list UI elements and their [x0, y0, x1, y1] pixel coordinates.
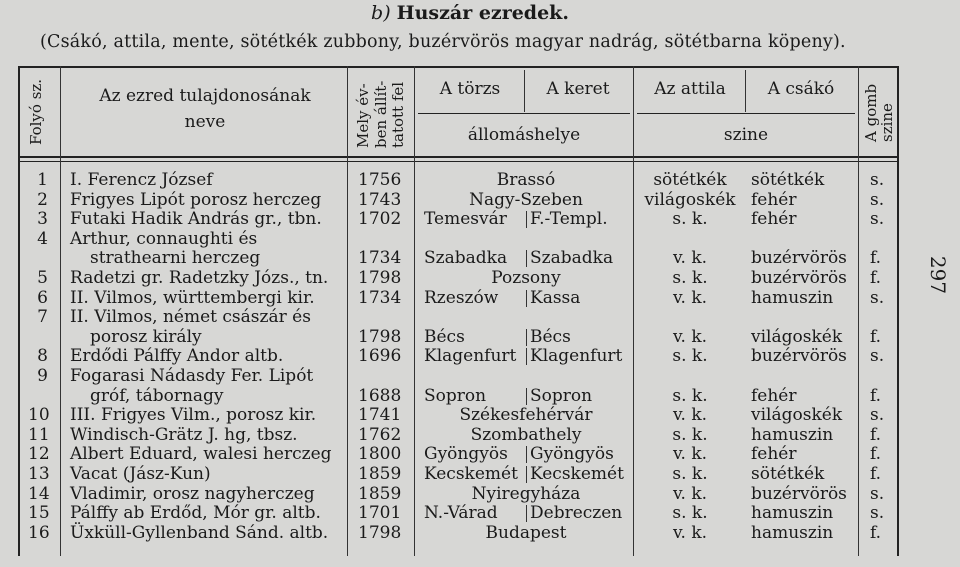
attila-color: v. k.	[672, 248, 708, 269]
attila-color: s. k.	[672, 464, 708, 484]
row-number: 11	[28, 424, 50, 445]
owner-name: I. Ferencz József	[70, 170, 213, 190]
button-color: f.	[870, 268, 882, 288]
garrison-torzs: Szabadka	[424, 248, 508, 269]
garrison-keret: Bécs	[530, 326, 571, 347]
attila-color: s. k.	[672, 424, 708, 445]
csako-color: fehér	[751, 189, 797, 210]
row-number: 8	[37, 346, 48, 367]
csako-color: világoskék	[751, 405, 843, 426]
header-torzs: A törzs	[439, 79, 501, 99]
csako-color: buzérvörös	[751, 248, 847, 269]
attila-color: v. k.	[672, 522, 708, 543]
button-color: s.	[870, 346, 885, 367]
col-divider	[745, 70, 746, 112]
garrison-merged: Budapest	[485, 522, 567, 543]
section-label: b)	[371, 2, 391, 24]
header-szine: szine	[723, 125, 769, 145]
header-year-line2: ben állít-	[372, 80, 390, 148]
cell-divider	[526, 388, 527, 405]
garrison-torzs: Gyöngyös	[424, 444, 508, 465]
garrison-merged: Székesfehérvár	[459, 405, 593, 426]
garrison-torzs: Kecskemét	[424, 464, 518, 484]
owner-name: Futaki Hadik András gr., tbn.	[70, 209, 322, 230]
garrison-merged: Nyiregyháza	[471, 483, 581, 504]
attila-color: sötétkék	[653, 170, 727, 190]
header-year-line1: Mely év-	[354, 83, 372, 148]
attila-color: s. k.	[672, 268, 708, 288]
col-divider	[414, 66, 415, 556]
header-name-line2: neve	[184, 112, 226, 132]
col-divider	[60, 66, 61, 556]
button-color: f.	[870, 464, 882, 484]
cell-divider	[526, 446, 527, 463]
header-attila: Az attila	[654, 79, 726, 99]
attila-color: s. k.	[672, 503, 708, 524]
garrison-keret: F.-Templ.	[530, 209, 608, 230]
col-divider	[858, 66, 859, 556]
header-sub-rule	[418, 113, 630, 114]
owner-name: II. Vilmos, württembergi kir.	[70, 287, 315, 308]
csako-color: fehér	[751, 385, 797, 406]
csako-color: fehér	[751, 444, 797, 465]
attila-color: v. k.	[672, 405, 708, 426]
garrison-torzs: Temesvár	[424, 209, 507, 230]
founded-year: 1701	[358, 503, 402, 524]
founded-year: 1734	[358, 248, 402, 269]
header-csako: A csákó	[767, 79, 835, 99]
garrison-keret: Kassa	[530, 287, 581, 308]
button-color: f.	[870, 385, 882, 406]
cell-divider	[526, 466, 527, 483]
founded-year: 1756	[358, 170, 402, 190]
cell-divider	[526, 348, 527, 365]
header-double-rule	[18, 161, 898, 162]
garrison-torzs: Sopron	[424, 385, 487, 406]
cell-divider	[526, 250, 527, 267]
header-sub-rule	[637, 113, 855, 114]
csako-color: hamuszin	[751, 287, 834, 308]
row-number: 9	[37, 366, 48, 386]
button-color: s.	[870, 483, 885, 504]
header-allomashelye: állomáshelye	[467, 125, 581, 145]
attila-color: világoskék	[644, 189, 736, 210]
button-color: f.	[870, 326, 882, 347]
owner-name: Pálffy ab Erdőd, Mór gr. altb.	[70, 503, 321, 524]
button-color: f.	[870, 522, 882, 543]
garrison-torzs: N.-Várad	[424, 503, 498, 524]
owner-name: Vacat (Jász-Kun)	[70, 464, 211, 484]
csako-color: fehér	[751, 209, 797, 230]
owner-name: Erdődi Pálffy Andor altb.	[70, 346, 284, 367]
garrison-merged: Brassó	[496, 170, 556, 190]
owner-name: Frigyes Lipót porosz herczeg	[70, 189, 322, 210]
header-name-line1: Az ezred tulajdonosának	[99, 86, 311, 106]
csako-color: hamuszin	[751, 522, 834, 543]
attila-color: v. k.	[672, 287, 708, 308]
csako-color: buzérvörös	[751, 268, 847, 288]
founded-year: 1741	[358, 405, 402, 426]
owner-name: Radetzi gr. Radetzky Józs., tn.	[70, 268, 329, 288]
founded-year: 1798	[358, 268, 402, 288]
row-number: 14	[28, 483, 50, 504]
title-text: Huszár ezredek.	[396, 2, 569, 24]
row-number: 2	[37, 189, 48, 210]
button-color: s.	[870, 287, 885, 308]
row-number: 7	[37, 307, 48, 328]
row-number: 4	[37, 228, 48, 249]
cell-divider	[526, 329, 527, 346]
page-number: 297	[926, 255, 950, 295]
founded-year: 1859	[358, 464, 402, 484]
header-gomb-line2: szine	[878, 103, 896, 142]
button-color: s.	[870, 170, 885, 190]
table-left-border	[18, 66, 20, 556]
header-gomb-line1: A gomb	[862, 83, 880, 142]
row-number: 16	[28, 522, 50, 543]
owner-name: Arthur, connaughti és	[70, 228, 258, 249]
garrison-merged: Szombathely	[470, 424, 582, 445]
cell-divider	[526, 505, 527, 522]
row-number: 12	[28, 444, 50, 465]
button-color: s.	[870, 189, 885, 210]
csako-color: sötétkék	[751, 170, 825, 190]
garrison-keret: Gyöngyös	[530, 444, 614, 465]
col-divider	[633, 66, 634, 556]
owner-name: III. Frigyes Vilm., porosz kir.	[70, 405, 317, 426]
founded-year: 1800	[358, 444, 402, 465]
owner-name: Üxküll-Gyllenband Sánd. altb.	[70, 522, 329, 543]
garrison-merged: Nagy-Szeben	[469, 189, 583, 210]
row-number: 3	[37, 209, 48, 230]
garrison-torzs: Bécs	[424, 326, 465, 347]
founded-year: 1734	[358, 287, 402, 308]
garrison-keret: Szabadka	[530, 248, 614, 269]
header-top-rule	[18, 66, 898, 68]
csako-color: buzérvörös	[751, 346, 847, 367]
owner-name: Vladimir, orosz nagyherczeg	[70, 483, 315, 504]
owner-name: II. Vilmos, német császár és	[70, 307, 311, 328]
founded-year: 1762	[358, 424, 402, 445]
garrison-merged: Pozsony	[491, 268, 561, 288]
owner-name-cont: porosz király	[90, 326, 202, 347]
owner-name: Albert Eduard, walesi herczeg	[70, 444, 332, 465]
founded-year: 1702	[358, 209, 402, 230]
button-color: s.	[870, 405, 885, 426]
garrison-torzs: Rzeszów	[424, 287, 499, 308]
garrison-keret: Sopron	[530, 385, 593, 406]
owner-name: Fogarasi Nádasdy Fer. Lipót	[70, 366, 314, 386]
button-color: f.	[870, 444, 882, 465]
owner-name-cont: strathearni herczeg	[90, 248, 261, 269]
col-divider	[347, 66, 348, 556]
garrison-keret: Kecskemét	[530, 464, 624, 484]
button-color: s.	[870, 209, 885, 230]
header-bottom-rule	[18, 156, 898, 158]
garrison-torzs: Klagenfurt	[424, 346, 517, 367]
attila-color: s. k.	[672, 209, 708, 230]
attila-color: v. k.	[672, 444, 708, 465]
founded-year: 1688	[358, 385, 402, 406]
founded-year: 1798	[358, 326, 402, 347]
row-number: 10	[28, 405, 50, 426]
header-num: Folyó sz.	[27, 78, 45, 145]
attila-color: s. k.	[672, 346, 708, 367]
csako-color: hamuszin	[751, 503, 834, 524]
header-year-line3: tatott fel	[389, 81, 407, 148]
csako-color: hamuszin	[751, 424, 834, 445]
header-keret: A keret	[546, 79, 610, 99]
csako-color: buzérvörös	[751, 483, 847, 504]
attila-color: s. k.	[672, 385, 708, 406]
owner-name-cont: gróf, tábornagy	[90, 385, 224, 406]
cell-divider	[526, 211, 527, 228]
founded-year: 1696	[358, 346, 402, 367]
attila-color: v. k.	[672, 326, 708, 347]
row-number: 6	[37, 287, 48, 308]
col-divider	[524, 70, 525, 112]
button-color: f.	[870, 424, 882, 445]
founded-year: 1743	[358, 189, 402, 210]
founded-year: 1859	[358, 483, 402, 504]
garrison-keret: Debreczen	[530, 503, 623, 524]
cell-divider	[526, 290, 527, 307]
garrison-keret: Klagenfurt	[530, 346, 623, 367]
button-color: s.	[870, 503, 885, 524]
csako-color: sötétkék	[751, 464, 825, 484]
section-title	[0, 2, 940, 24]
table-right-border	[897, 66, 899, 556]
row-number: 15	[28, 503, 50, 524]
row-number: 1	[37, 170, 48, 190]
button-color: f.	[870, 248, 882, 269]
subtitle: (Csákó, attila, mente, sötétkék zubbony, buzérvörös magyar nadrág, sötétbarna köpeny).	[40, 32, 846, 52]
csako-color: világoskék	[751, 326, 843, 347]
owner-name: Windisch-Grätz J. hg, tbsz.	[70, 424, 298, 445]
founded-year: 1798	[358, 522, 402, 543]
row-number: 13	[28, 464, 50, 484]
attila-color: v. k.	[672, 483, 708, 504]
row-number: 5	[37, 268, 48, 288]
